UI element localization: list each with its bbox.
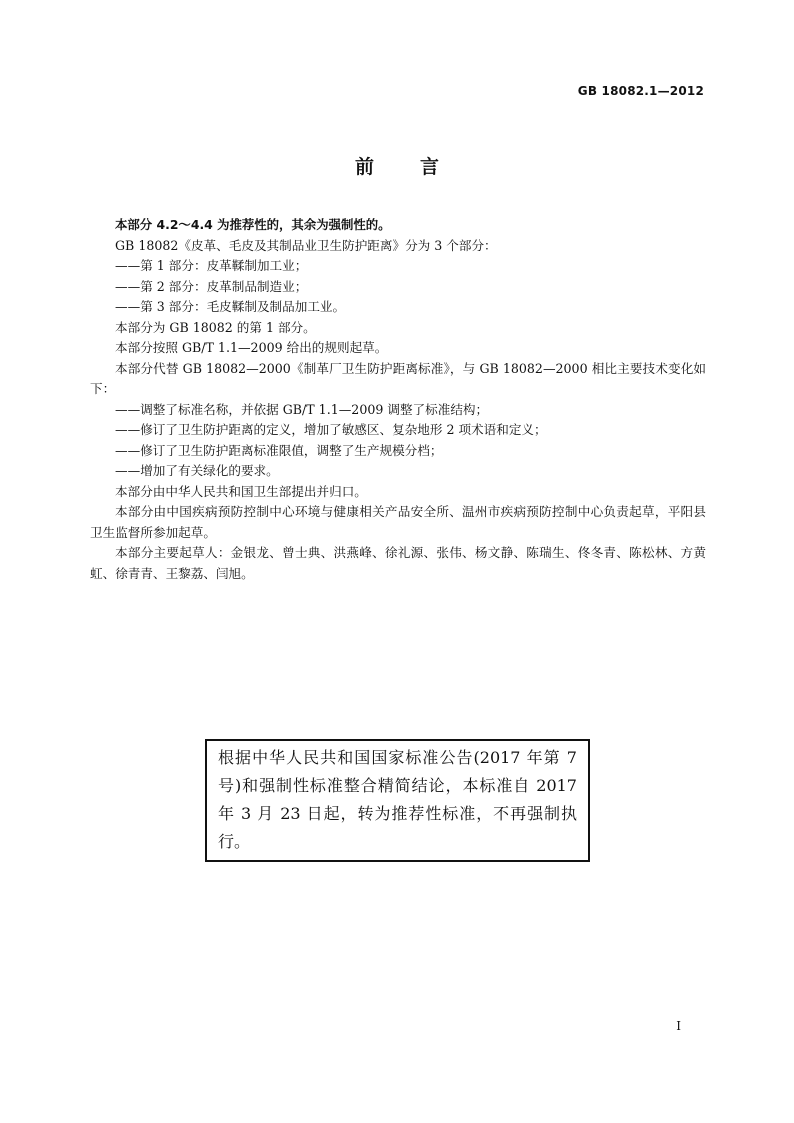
paragraph-recommended-scope: 本部分 4.2～4.4 为推荐性的，其余为强制性的。 <box>115 217 391 232</box>
status-notice-box: 根据中华人民共和国国家标准公告(2017 年第 7 号)和强制性标准整合精简结论，本标准自 2017 年 3 月 23 日起，转为推荐性标准，不再强制执行。 <box>205 739 590 862</box>
list-item-part-3: ——第 3 部分：毛皮鞣制及制品加工业。 <box>115 299 346 314</box>
list-item-part-2: ——第 2 部分：皮革制品制造业； <box>115 278 308 294</box>
paragraph-this-part: 本部分为 GB 18082 的第 1 部分。 <box>115 319 316 335</box>
paragraph-drafting-rules: 本部分按照 GB/T 1.1—2009 给出的规则起草。 <box>115 340 388 355</box>
paragraph-proposed-by: 本部分由中华人民共和国卫生部提出并归口。 <box>115 483 367 499</box>
list-item-change-4: ——增加了有关绿化的要求。 <box>115 463 279 478</box>
list-item-change-2: ——修订了卫生防护距离的定义，增加了敏感区、复杂地形 2 项术语和定义； <box>115 422 547 437</box>
list-item-change-3: ——修订了卫生防护距离标准限值，调整了生产规模分档； <box>115 442 443 458</box>
list-item-change-1: ——调整了标准名称，并依据 GB/T 1.1—2009 调整了标准结构； <box>115 401 489 417</box>
paragraph-drafters: 本部分主要起草人：金银龙、曾士典、洪燕峰、徐礼源、张伟、杨文静、陈瑞生、佟冬青、陈松林、方黄虹、徐青青、王黎荔、闫旭。 <box>90 545 706 581</box>
page-number: I <box>676 1019 681 1033</box>
list-item-part-1: ——第 1 部分：皮革鞣制加工业； <box>115 258 308 273</box>
page-title: 前言 <box>354 156 485 178</box>
foreword-body <box>90 215 706 584</box>
paragraph-drafted-by: 本部分由中国疾病预防控制中心环境与健康相关产品安全所、温州市疾病预防控制中心负责起草，平阳县卫生监督所参加起草。 <box>90 504 706 540</box>
paragraph-parts-intro: GB 18082《皮革、毛皮及其制品业卫生防护距离》分为 3 个部分： <box>115 237 497 253</box>
paragraph-replaces: 本部分代替 GB 18082—2000《制革厂卫生防护距离标准》，与 GB 18082—2000 相比主要技术变化如下： <box>90 360 706 396</box>
standard-code: GB 18082.1—2012 <box>577 84 704 98</box>
